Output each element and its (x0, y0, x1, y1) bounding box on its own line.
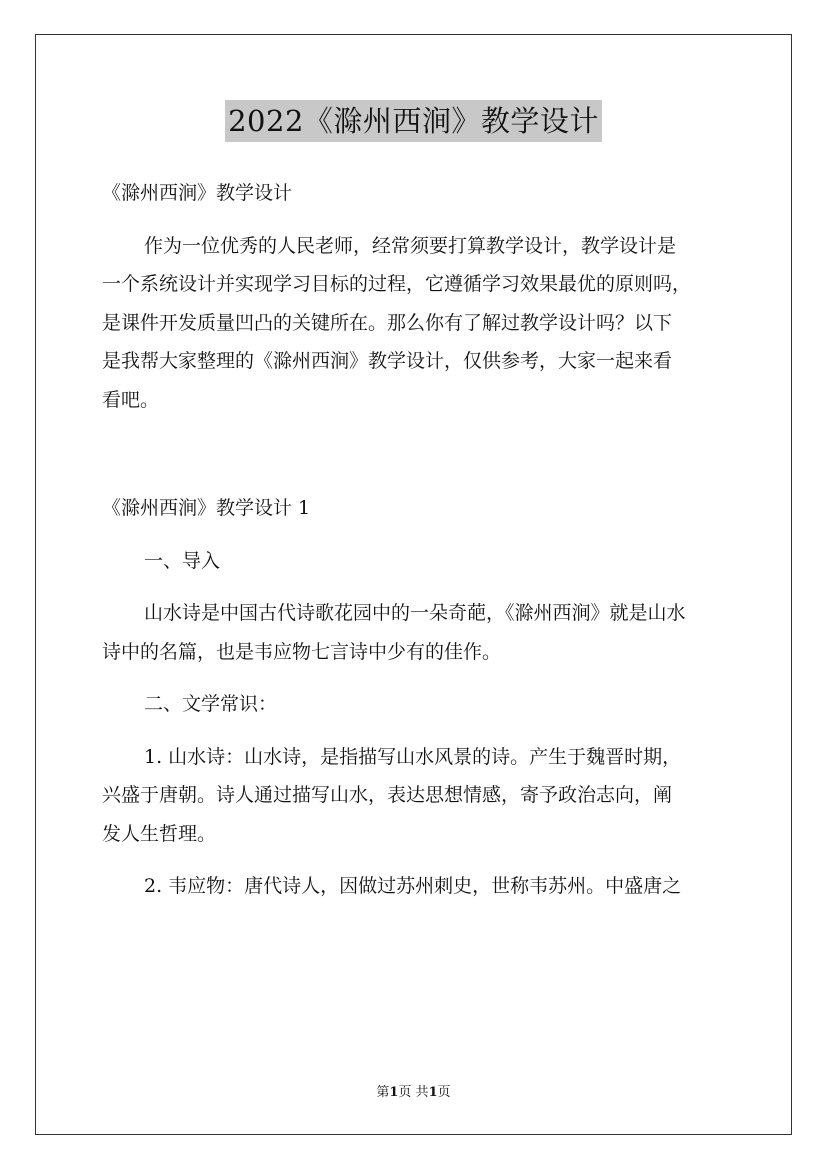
footer-suffix: 页 (437, 1085, 451, 1100)
intro-line: 看吧。 (102, 388, 160, 411)
page-total: 1 (428, 1085, 438, 1100)
document-subtitle (102, 174, 742, 213)
intro-line: 是课件开发质量凹凸的关键所在。那么你有了解过教学设计吗？以下 (102, 311, 673, 334)
import-paragraph (102, 594, 742, 671)
title-container (0, 100, 827, 142)
intro-line: 作为一位优秀的人民老师，经常须要打算教学设计，教学设计是 (144, 234, 677, 257)
heading-text: 一、导入 (144, 549, 221, 572)
intro-paragraph (102, 227, 742, 420)
subtitle-text: 《滁州西涧》教学设计 (102, 182, 293, 204)
section-title-text: 《滁州西涧》教学设计 1 (102, 497, 311, 519)
section-title (102, 489, 742, 528)
paragraph-line: 2. 韦应物：唐代诗人，因做过苏州刺史，世称韦苏州。中盛唐之 (144, 875, 682, 897)
footer-mid: 页 共 (398, 1085, 429, 1100)
footer-prefix: 第 (376, 1085, 390, 1100)
document-body (102, 174, 742, 906)
paragraph-line: 发人生哲理。 (102, 822, 217, 845)
heading-literature (102, 685, 742, 724)
page-footer (0, 1084, 827, 1102)
item-wei-yingwu (102, 867, 742, 906)
page-current: 1 (389, 1085, 399, 1100)
heading-import (102, 542, 742, 581)
item-landscape-poetry (102, 738, 742, 854)
intro-line: 一个系统设计并实现学习目标的过程，它遵循学习效果最优的原则吗， (102, 273, 692, 295)
intro-line: 是我帮大家整理的《滁州西涧》教学设计，仅供参考，大家一起来看 (102, 350, 673, 372)
paragraph-line: 诗中的名篇，也是韦应物七言诗中少有的佳作。 (102, 640, 502, 663)
paragraph-line: 1. 山水诗：山水诗，是指描写山水风景的诗。产生于魏晋时期， (144, 745, 682, 768)
paragraph-line: 山水诗是中国古代诗歌花园中的一朵奇葩，《滁州西涧》就是山水 (144, 602, 686, 624)
heading-text: 二、文学常识： (144, 693, 278, 715)
paragraph-line: 兴盛于唐朝。诗人通过描写山水，表达思想情感，寄予政治志向，阐 (102, 784, 673, 806)
document-title: 2022《滁州西涧》教学设计 (225, 100, 602, 142)
